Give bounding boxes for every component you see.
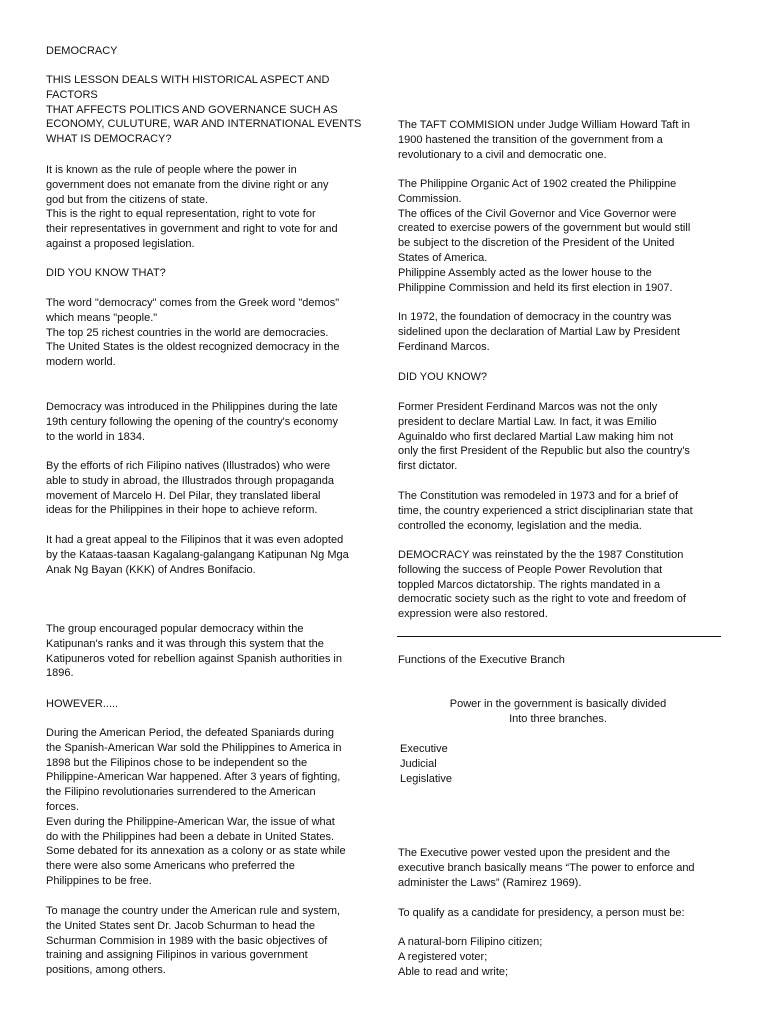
heading-what-is-democracy: WHAT IS DEMOCRACY? [46, 133, 172, 145]
paragraph-executive-power: The Executive power vested upon the president and the executive branch basically means “The power to enforce and administer the Laws” (Ramirez 1969). [398, 847, 695, 889]
paragraph-rebellion: The group encouraged popular democracy within the Katipunan's ranks and it was through this system that the Katipuneros voted for rebellion against Spanish authorities in 1896. [46, 623, 342, 680]
paragraph-qualifications-intro: To qualify as a candidate for presidency, a person must be: [398, 907, 685, 919]
paragraph-reinstated: DEMOCRACY was reinstated by the the 1987 Constitution following the success of People Power Revolution that toppled Marcos dictatorship. The rights mandated in a democratic society such as the right to vote and freedom of expression were also restored. [398, 549, 686, 621]
heading-however: HOWEVER..... [46, 698, 119, 710]
paragraph-introduction: Democracy was introduced in the Philippines during the late 19th century following the opening of the country's economy to the world in 1834. [46, 401, 338, 443]
paragraph-branches: Power in the government is basically divided Into three branches. [449, 698, 667, 725]
heading-did-you-know-that: DID YOU KNOW THAT? [46, 267, 166, 279]
document-title: DEMOCRACY [46, 45, 118, 57]
list-branches: Executive Judicial Legislative [400, 743, 452, 785]
paragraph-definition: It is known as the rule of people where the power in government does not emanate from the divine right or any god but from the citizens of state. This is the right to equal representation, right to vote for their representatives in government and right to vote for and against a proposed legislation. [46, 164, 338, 250]
heading-did-you-know: DID YOU KNOW? [398, 371, 488, 383]
paragraph-constitution: The Constitution was remodeled in 1973 and for a brief of time, the country experienced a strict disciplinarian state that controlled the economy, legislation and the media. [398, 490, 693, 532]
lesson-intro: THIS LESSON DEALS WITH HISTORICAL ASPECT AND FACTORS THAT AFFECTS POLITICS AND GOVERNANCE SUCH AS ECONOMY, CULUTURE, WAR AND INTERNATIONAL EVENTS [46, 74, 362, 131]
paragraph-schurman: To manage the country under the American rule and system, the United States sent Dr. Jacob Schurman to head the Schurman Commision in 1989 with the basic objectives of training and assigning Filipinos in various government positions, among others. [46, 905, 341, 977]
paragraph-american-period: During the American Period, the defeated Spaniards during the Spanish-American War sold the Philippines to America in 1898 but the Filipinos chose to be independent so the Philippine-American War happened. After 3 years of fighting, the Filipino revolutionaries surrendered to the American forces. Even during the Philippine-American War, the issue of what do with the Philippines had been a debate in United States. Some debated for its annexation as a colony or as state while there were also some Americans who preferred the Philippines to be free. [46, 727, 346, 887]
paragraph-illustrados: By the efforts of rich Filipino natives (Illustrados) who were able to study in abroad, the Illustrados through propaganda movement of Marcelo H. Del Pilar, they translated liberal ideas for the Philippines in their hope to achieve reform. [46, 460, 335, 517]
paragraph-martial-law: In 1972, the foundation of democracy in the country was sidelined upon the declaration of Martial Law by President Ferdinand Marcos. [398, 311, 680, 353]
heading-executive-functions: Functions of the Executive Branch [398, 654, 565, 666]
paragraph-taft: The TAFT COMMISION under Judge William Howard Taft in 1900 hastened the transition of the government from a revolutionary to a civil and democratic one. [398, 119, 690, 161]
list-qualifications: A natural-born Filipino citizen; A registered voter; Able to read and write; [398, 936, 543, 978]
paragraph-organic-act: The Philippine Organic Act of 1902 created the Philippine Commission. The offices of the Civil Governor and Vice Governor were created to exercise powers of the government but would still be subject to the discretion of the President of the United States of America. Philippine Assembly acted as the lower house to the Philippine Commission and held its first election in 1907. [398, 178, 691, 294]
paragraph-katipunan: It had a great appeal to the Filipinos that it was even adopted by the Kataas-taasan Kagalang-galangang Katipunan Ng Mga Anak Ng Bayan (KKK) of Andres Bonifacio. [46, 534, 349, 576]
section-divider [397, 636, 721, 637]
paragraph-facts: The word "democracy" comes from the Greek word "demos" which means "people." The top 25 richest countries in the world are democracies. The United States is the oldest recognized democracy in the modern world. [46, 297, 340, 369]
paragraph-marcos: Former President Ferdinand Marcos was not the only president to declare Martial Law. In fact, it was Emilio Aguinaldo who first declared Martial Law making him not only the first President of the Republic but also the country's first dictator. [398, 401, 690, 473]
